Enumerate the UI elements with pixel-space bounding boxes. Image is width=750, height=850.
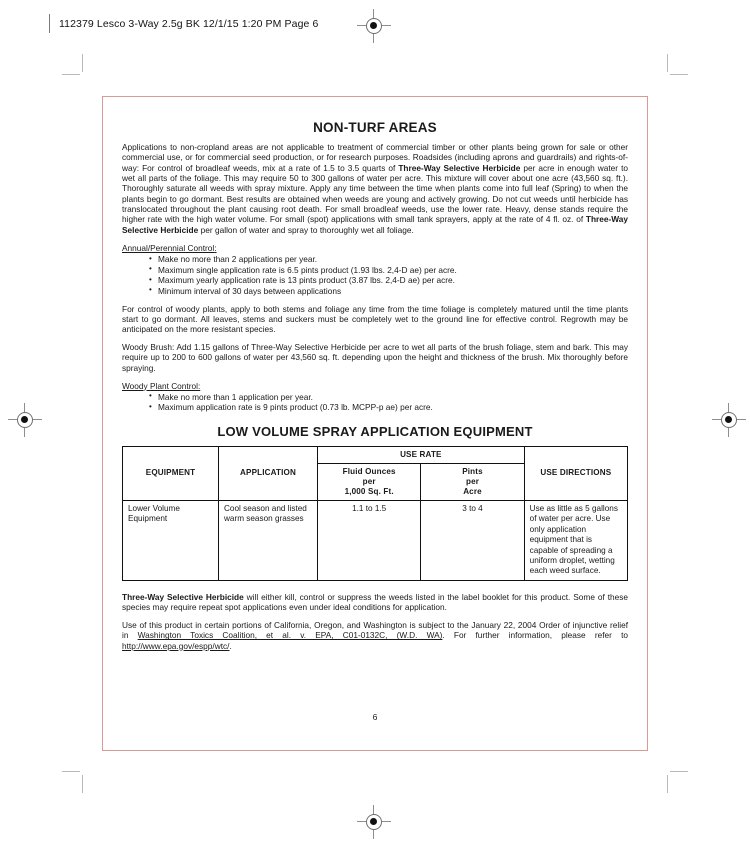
woody-plant-control-heading	[122, 381, 628, 391]
equipment-table	[122, 446, 628, 581]
equipment-table-section	[122, 424, 628, 581]
intro-paragraph	[122, 142, 628, 235]
column-header-application: APPLICATION	[219, 446, 318, 500]
column-header-pints-per-acre	[421, 463, 524, 500]
crop-mark-top-left-h	[62, 74, 80, 75]
table-body	[123, 500, 628, 580]
list-item: • Maximum yearly application rate is 13 pints product (3.87 lbs. 2,4-D ae) per acre.	[149, 275, 628, 286]
crop-mark-bottom-left-v	[82, 775, 83, 793]
legal-text-part-2: . For further information, please refer to	[442, 630, 628, 641]
pints-line-3: Acre	[463, 486, 482, 496]
product-name-emphasis-1: Three-Way Selective Herbicide	[398, 162, 521, 173]
legal-text-part-1: Use of this product in certain portions of California, Oregon, and Washington is subject to the January 22, 2004 Order of injunctive relief in	[122, 620, 628, 641]
efficacy-note-text: will either kill, control or suppress the weeds listed in the label booklet for this product. Some of these species may require repeat spot applications even under ideal conditions for application.	[122, 591, 628, 613]
intro-text-part-2: per acre in enough water to wet all parts of the foliage. This may require 50 to 300 gallons of water per acre. This mixture will cover about one acre (43,560 sq. ft.). Thoroughly saturate all weeds with spray mixture. Apply any time between the time when plants come into full leaf (Spring) to when the plants begin to go dormant. Best results are obtained when weeds are young and actively growing. Do not cut weeds until herbicide has translocated throughout the plant causing root death. For small broadleaf weeds, use the lower rate. Heavy, dense stands require the higher rate with the high water volume. For small (spot) applications with small tank sprayers, apply at the rate of 4 fl. oz. of	[122, 162, 628, 225]
product-name-emphasis-2: Three-Way Selective Herbicide	[122, 214, 628, 235]
annual-perennial-heading	[122, 243, 628, 253]
running-header	[49, 14, 318, 33]
pints-line-1: Pints	[462, 466, 483, 476]
registration-mark-left	[8, 403, 42, 437]
page-title: NON-TURF AREAS	[313, 120, 437, 135]
header-text: 112379 Lesco 3-Way 2.5g BK 12/1/15 1:20 PM Page 6	[59, 17, 319, 30]
table-header-group	[123, 446, 628, 500]
woody-brush-paragraph: Woody Brush: Add 1.15 gallons of Three-Way Selective Herbicide per acre to wet all parts of the brush foliage, stem and bark. This may require up to 200 to 600 gallons of water per 43,560 sq. ft. depending upon the height and thickness of the brush. Mix thoroughly before spraying.	[122, 342, 628, 373]
cell-equipment: Lower Volume Equipment	[123, 500, 219, 580]
crop-mark-bottom-left-h	[62, 771, 80, 772]
registration-mark-bottom	[357, 805, 391, 839]
page-number: 6	[372, 712, 378, 722]
efficacy-note-paragraph	[122, 592, 628, 613]
crop-mark-top-left-v	[82, 54, 83, 72]
column-header-use-rate: USE RATE	[318, 446, 525, 463]
crop-mark-top-right-h	[670, 74, 688, 75]
fluid-ounces-line-1: Fluid Ounces	[342, 466, 396, 476]
header-divider-rule	[49, 14, 50, 33]
column-header-equipment: EQUIPMENT	[123, 446, 219, 500]
table-header-row-1	[123, 446, 628, 463]
woody-plant-control-heading-label: Woody Plant Control	[122, 380, 198, 391]
list-item: • Maximum application rate is 9 pints product (0.73 lb. MCPP-p ae) per acre.	[149, 402, 628, 413]
list-item: • Make no more than 2 applications per year.	[149, 254, 628, 265]
cell-fluid-ounces: 1.1 to 1.5	[318, 500, 421, 580]
table-row	[123, 500, 628, 580]
intro-text-part-1: Applications to non-cropland areas are not applicable to treatment of commercial timber or other plants being grown for sale or other commercial use, or for commercial seed production, or for research purposes. Roadsides (including aprons and guardrails) and rights-of-way: For control of broadleaf weeds, mix at a rate of 1.5 to 3.5 quarts of	[122, 142, 628, 173]
footer-notes	[122, 592, 628, 651]
annual-perennial-heading-label: Annual/Perennial Control	[122, 242, 215, 253]
annual-perennial-heading-colon: :	[214, 242, 217, 253]
fluid-ounces-line-3: 1,000 Sq. Ft.	[344, 486, 394, 496]
woody-plant-control-bullet-list	[122, 392, 628, 413]
crop-mark-top-right-v	[667, 54, 668, 72]
woody-plant-control-heading-colon: :	[197, 380, 201, 391]
equipment-table-title: LOW VOLUME SPRAY APPLICATION EQUIPMENT	[217, 423, 533, 439]
crop-mark-bottom-right-h	[670, 771, 688, 772]
product-name-emphasis-3: Three-Way Selective Herbicide	[122, 591, 244, 602]
pints-line-2: per	[465, 476, 480, 486]
page-content	[122, 120, 628, 651]
list-item: • Minimum interval of 30 days between applications	[149, 286, 628, 297]
list-item: • Maximum single application rate is 6.5 pints product (1.93 lbs. 2,4-D ae) per acre.	[149, 265, 628, 276]
registration-mark-top	[357, 9, 391, 43]
legal-restriction-paragraph	[122, 620, 628, 651]
column-header-use-directions: USE DIRECTIONS	[524, 446, 627, 500]
annual-perennial-bullet-list	[122, 254, 628, 296]
epa-website-link[interactable]: http://www.epa.gov/espp/wtc/	[122, 640, 230, 651]
column-header-fluid-ounces	[318, 463, 421, 500]
registration-mark-right	[712, 403, 746, 437]
list-item: • Make no more than 1 application per year.	[149, 392, 628, 403]
intro-text-part-3: per gallon of water and spray to thoroughly wet all foliage.	[198, 224, 414, 235]
fluid-ounces-line-2: per	[362, 476, 376, 486]
crop-mark-bottom-right-v	[667, 775, 668, 793]
cell-application: Cool season and listed warm season grasses	[219, 500, 318, 580]
woody-plants-paragraph: For control of woody plants, apply to both stems and foliage any time from the time foliage is completely matured until the time plants start to go dormant. All leaves, stems and suckers must be completely wet to the ground line for effective control. Regrowth may be anticipated on the more resistant species.	[122, 303, 628, 335]
legal-case-citation: Washington Toxics Coalition, et al. v. EPA, C01-0132C, (W.D. WA)	[137, 630, 443, 641]
cell-use-directions: Use as little as 5 gallons of water per acre. Use only application equipment that is capable of spreading a uniform droplet, wetting each weed surface.	[524, 500, 627, 580]
legal-text-part-3: .	[229, 640, 232, 651]
cell-pints-per-acre: 3 to 4	[421, 500, 524, 580]
